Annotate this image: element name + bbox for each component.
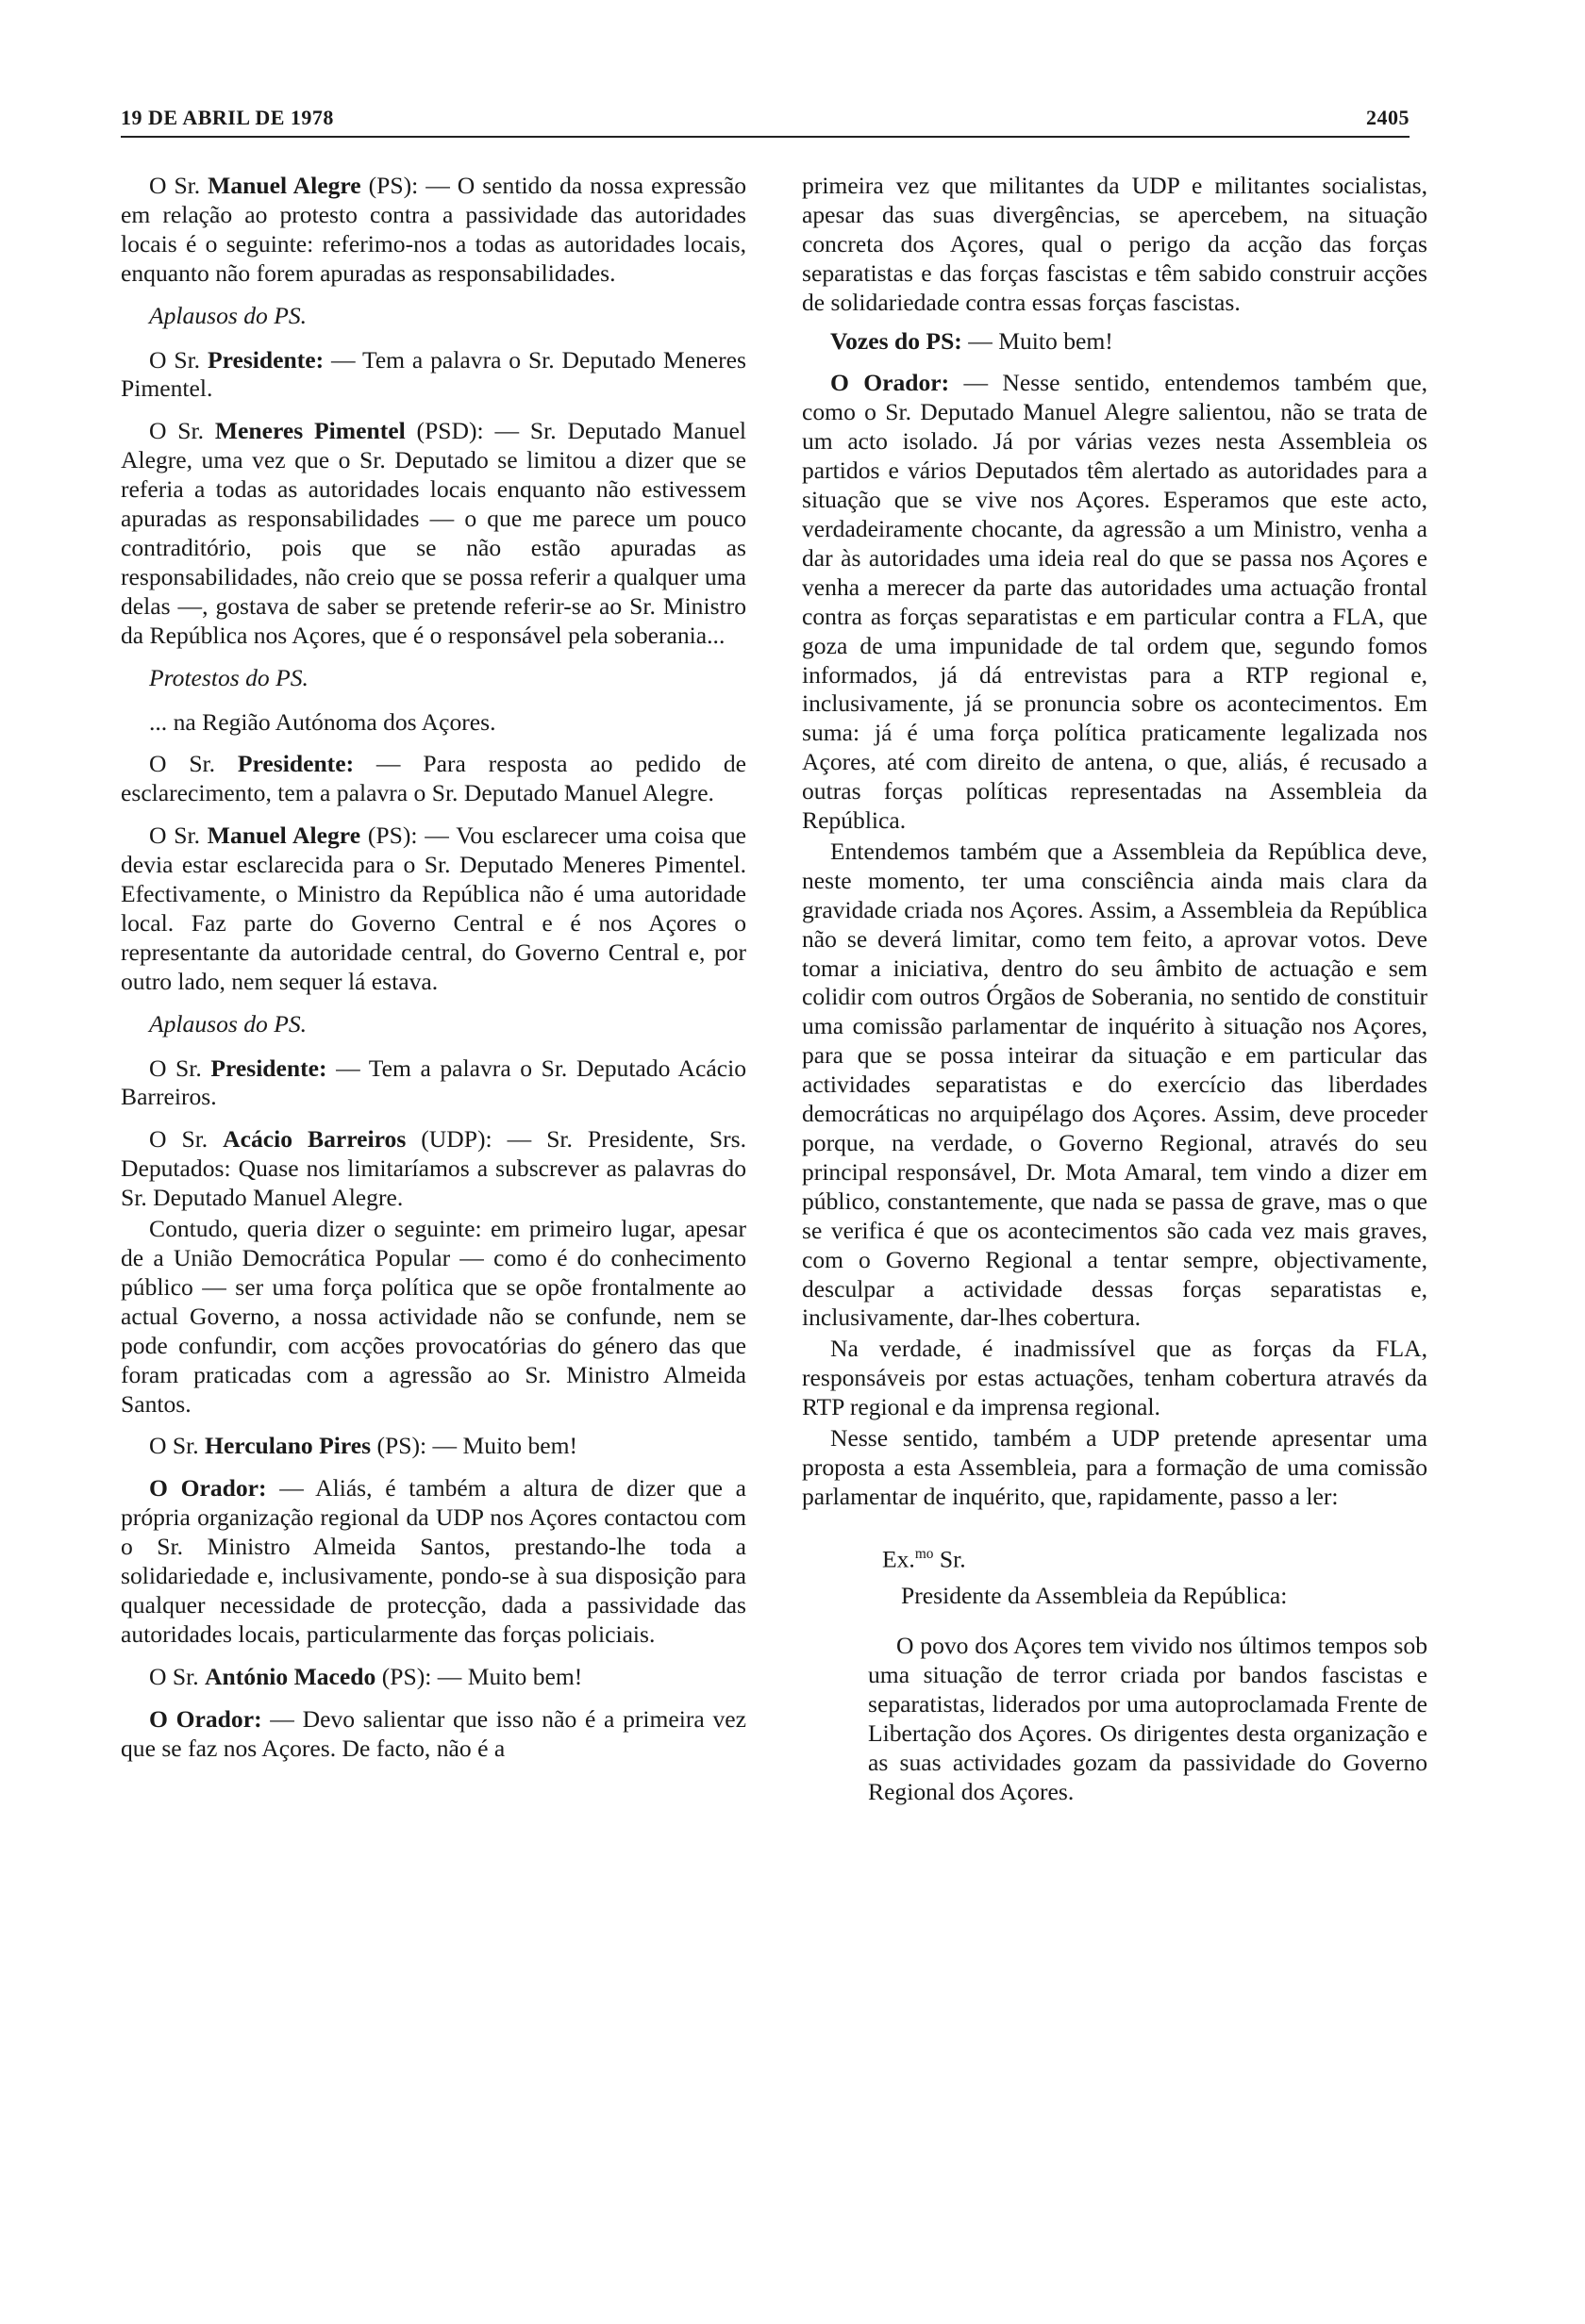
speech-text: Muito bem! bbox=[467, 1662, 583, 1690]
speech-paragraph bbox=[121, 417, 746, 650]
speaker-suffix: — bbox=[949, 369, 1003, 397]
speaker-name: Vozes do PS: bbox=[830, 326, 962, 355]
speaker-name: Presidente: bbox=[207, 345, 325, 374]
speaker-suffix: — bbox=[266, 1474, 316, 1502]
left-column bbox=[121, 172, 746, 1777]
speaker-suffix: (PS): — bbox=[360, 822, 457, 850]
speech-paragraph bbox=[121, 822, 746, 996]
page-header bbox=[121, 106, 1410, 138]
speech-paragraph bbox=[121, 1663, 746, 1692]
speaker-suffix: — bbox=[261, 1704, 303, 1733]
speech-paragraph bbox=[121, 1054, 746, 1113]
body-paragraph: Na verdade, é inadmissível que as forças da FLA, responsáveis por estas actuações, tenham cobertura através da RTP regional e da imprensa regional. bbox=[802, 1335, 1427, 1421]
right-column-flow bbox=[802, 172, 1427, 1512]
speaker-prefix: O Sr. bbox=[149, 417, 215, 445]
header-date: 19 DE ABRIL DE 1978 bbox=[121, 106, 334, 129]
speech-text: Devo salientar que isso não é a primeira vez que se faz nos Açores. De facto, não é a bbox=[121, 1704, 746, 1762]
speech-text: Para resposta ao pedido de esclarecimento, tem a palavra o Sr. Deputado Manuel Alegre. bbox=[121, 750, 746, 807]
speech-paragraph bbox=[121, 1432, 746, 1461]
letter-addressee: Presidente da Assembleia da República: bbox=[901, 1582, 1288, 1610]
speech-text: Tem a palavra o Sr. Deputado Meneres Pimentel. bbox=[121, 345, 746, 403]
salutation-superscript: mo bbox=[914, 1545, 934, 1562]
speaker-name: O Orador: bbox=[149, 1474, 267, 1502]
speaker-name: Presidente: bbox=[237, 750, 355, 778]
speaker-name: Manuel Alegre bbox=[208, 172, 361, 199]
stage-direction: Aplausos do PS. bbox=[149, 1009, 308, 1038]
speech-text: Nesse sentido, entendemos também que, como o Sr. Deputado Manuel Alegre salientou, não se trata de um acto isolado. Já por várias vezes nesta Assembleia os partidos e vários Deputados têm alertado as autoridades para a situação que se vive nos Açores. Esperamos que este acto, verdadeiramente chocante, da agressão a um Ministro, venha a dar às autoridades uma ideia real do que se passa nos Açores e venha a merecer da parte das autoridades uma actuação frontal contra as forças separatistas e em particular contra a FLA, que goza de uma impunidade de tal ordem que, segundo fomos informados, já dá entrevistas para a RTP regional e, inclusivamente, já se pronuncia sobre os acontecimentos. Em suma: já é uma força política praticamente legalizada nos Açores, até com direito de antena, o que, aliás, é recusado a outras forças políticas representadas na Assembleia da República. bbox=[802, 369, 1427, 835]
speech-paragraph bbox=[802, 327, 1427, 357]
speaker-suffix: — bbox=[326, 1054, 369, 1082]
speaker-name: António Macedo bbox=[205, 1662, 376, 1690]
body-paragraph: primeira vez que militantes da UDP e militantes socialistas, apesar das suas divergências, se apercebem, na situação concreta dos Açores, qual o perigo da acção das forças separatistas e das forças fascistas e têm sabido construir acções de solidariedade contra essas forças fascistas. bbox=[802, 172, 1427, 316]
speaker-prefix: O Sr. bbox=[149, 822, 208, 850]
body-paragraph: Nesse sentido, também a UDP pretende apresentar uma proposta a esta Assembleia, para a formação de uma comissão parlamentar de inquérito, que, rapidamente, passo a ler: bbox=[802, 1424, 1427, 1510]
speaker-suffix: — bbox=[324, 345, 362, 374]
speech-paragraph bbox=[121, 346, 746, 405]
speaker-prefix: O Sr. bbox=[149, 1125, 224, 1154]
speech-text: Tem a palavra o Sr. Deputado Acácio Barreiros. bbox=[121, 1054, 746, 1111]
header-page-number: 2405 bbox=[1366, 106, 1410, 129]
speech-paragraph bbox=[121, 750, 746, 808]
letter-body: O povo dos Açores tem vivido nos últimos tempos sob uma situação de terror criada por bandos fascistas e separatistas, liderados por uma autoproclamada Frente de Libertação dos Açores. Os dirigentes desta organização e as suas actividades gozam da passividade do Governo Regional dos Açores. bbox=[868, 1632, 1427, 1805]
speech-text: Aliás, é também a altura de dizer que a própria organização regional da UDP nos Açores contactou com o Sr. Ministro Almeida Santos, prestando-lhe toda a solidariedade e, inclusivamente, pondo-se à sua disposição para qualquer necessidade de protecção, dada a passividade das autoridades locais, particularmente das forças policiais. bbox=[121, 1474, 746, 1648]
speaker-name: Manuel Alegre bbox=[207, 822, 361, 850]
speaker-name: Herculano Pires bbox=[205, 1432, 372, 1460]
speaker-prefix: O Sr. bbox=[149, 345, 208, 374]
speaker-prefix: O Sr. bbox=[149, 172, 209, 199]
letter-salutation bbox=[882, 1540, 1427, 1574]
speech-text: Muito bem! bbox=[462, 1432, 578, 1460]
speaker-suffix: — bbox=[354, 750, 424, 778]
body-paragraph: Contudo, queria dizer o seguinte: em primeiro lugar, apesar de a União Democrática Popular — como é do conhecimento público — ser uma força política que se opõe frontalmente ao actual Governo, a nossa actividade não se confunde, nem se pode confundir, com acções provocatórias do género das que foram praticadas com a agressão ao Sr. Ministro Almeida Santos. bbox=[121, 1215, 746, 1418]
speaker-suffix: — bbox=[961, 326, 999, 355]
speaker-suffix: (PS): — bbox=[375, 1662, 468, 1690]
body-paragraph: ... na Região Autónoma dos Açores. bbox=[149, 707, 496, 736]
speaker-suffix: (PS): — bbox=[371, 1432, 463, 1460]
speaker-suffix: (UDP): — bbox=[406, 1125, 547, 1154]
speaker-name: O Orador: bbox=[149, 1704, 262, 1733]
speaker-suffix: (PSD): — bbox=[405, 417, 530, 445]
speaker-prefix: O Sr. bbox=[149, 1054, 211, 1082]
stage-direction: Aplausos do PS. bbox=[149, 301, 308, 329]
speech-paragraph bbox=[121, 1705, 746, 1764]
speaker-name: O Orador: bbox=[830, 369, 950, 397]
speech-text: Muito bem! bbox=[998, 326, 1113, 355]
speech-paragraph bbox=[802, 369, 1427, 836]
speaker-prefix: O Sr. bbox=[149, 1432, 206, 1460]
speech-paragraph bbox=[121, 172, 746, 289]
speaker-prefix: O Sr. bbox=[149, 1662, 206, 1690]
speech-paragraph bbox=[121, 1474, 746, 1649]
speaker-name: Acácio Barreiros bbox=[223, 1125, 407, 1154]
right-column bbox=[802, 172, 1427, 1807]
body-paragraph: Entendemos também que a Assembleia da República deve, neste momento, ter uma consciência ainda mais clara da gravidade criada nos Açores. Assim, a Assembleia da República não se deverá limitar, como tem feito, a aprovar votos. Deve tomar a iniciativa, dentro do seu âmbito de actuação e sem colidir com outros Órgãos de Soberania, no sentido de constituir uma comissão parlamentar de inquérito à situação nos Açores, para que se possa inteirar da situação e em particular das actividades separatistas e do exercício das liberdades democráticas no arquipélago dos Açores. Assim, deve proceder porque, na verdade, o Governo Regional, através do seu principal responsável, Dr. Mota Amaral, tem vindo a dizer em público, constantemente, que nada se passa de grave, mas o que se verifica é que os acontecimentos são cada vez mais graves, com o Governo Regional a tentar sempre, objectivamente, desculpar a actividade dessas forças separatistas e, inclusivamente, dar-lhes cobertura. bbox=[802, 837, 1427, 1332]
speech-text: Sr. Presidente, Srs. Deputados: Quase nos limitaríamos a subscrever as palavras do Sr. Deputado Manuel Alegre. bbox=[121, 1125, 746, 1212]
speech-text: O sentido da nossa expressão em relação ao protesto contra a passividade das autoridades locais é o seguinte: referimo-nos a todas as autoridades locais, enquanto não forem apuradas as responsabilidades. bbox=[121, 172, 746, 287]
speech-text: Sr. Deputado Manuel Alegre, uma vez que o Sr. Deputado se limitou a dizer que se referia a todas as autoridades locais enquanto não estivessem apuradas as responsabilidades — o que me parece um pouco contraditório, pois que se não estão apuradas as responsabilidades, não creio que se possa referir a qualquer uma delas —, gostava de saber se pretende referir-se ao Sr. Ministro da República nos Açores, que é o responsável pela soberania... bbox=[121, 417, 746, 649]
speech-paragraph bbox=[121, 1125, 746, 1213]
speaker-name: Presidente: bbox=[210, 1054, 327, 1082]
salutation-tail: Sr. bbox=[933, 1545, 966, 1573]
speech-text: Vou esclarecer uma coisa que devia estar esclarecida para o Sr. Deputado Meneres Pimentel. Efectivamente, o Ministro da República não é uma autoridade local. Faz parte do Governo Central e é nos Açores o representante da autoridade central, do Governo Central e, por outro lado, nem sequer lá estava. bbox=[121, 822, 746, 995]
salutation-text: Ex. bbox=[882, 1545, 915, 1573]
stage-direction: Protestos do PS. bbox=[149, 663, 309, 691]
speaker-name: Meneres Pimentel bbox=[214, 417, 406, 445]
speaker-suffix: (PS): — bbox=[360, 172, 458, 199]
speaker-prefix: O Sr. bbox=[149, 750, 238, 778]
